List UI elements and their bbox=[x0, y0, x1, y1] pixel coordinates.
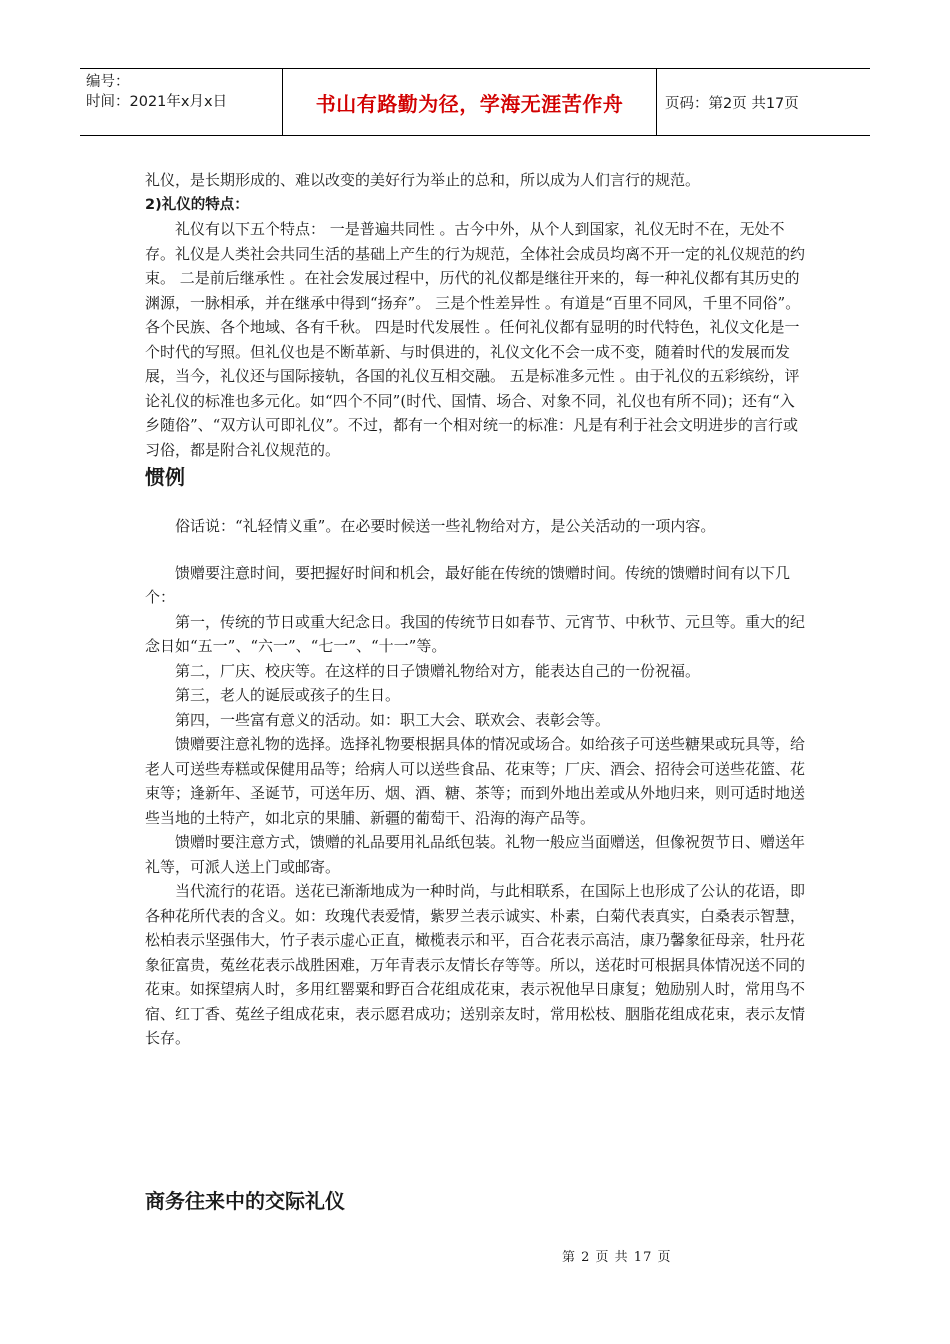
header-page-label: 页码：第2页 共17页 bbox=[665, 95, 799, 112]
paragraph: 第一，传统的节日或重大纪念日。我国的传统节日如春节、元宵节、中秋节、元旦等。重大的纪念日如“五一”、“六一”、“七一”、“十一”等。 bbox=[145, 612, 806, 655]
paragraph: 俗话说：“礼轻情义重”。在必要时候送一些礼物给对方，是公关活动的一项内容。 bbox=[175, 517, 716, 535]
paragraph: 第二，厂庆、校庆等。在这样的日子馈赠礼物给对方，能表达自己的一份祝福。 bbox=[175, 661, 701, 680]
paragraph: 当代流行的花语。送花已渐渐地成为一种时尚，与此相联系，在国际上也形成了公认的花语，即各种花所代表的含义。如：玫瑰代表爱情，紫罗兰表示诚实、朴素，白菊代表真实，白桑表示智慧，松柏表示坚强伟大，竹子表示虚心正直，橄榄表示和平，百合花表示高洁，康乃馨象征母亲，牡丹花象征富贵，菟丝花表示战胜困难，万年青表示友情长存等等。所以，送花时可根据具体情况送不同的花束。如探望病人时，多用红罂粟和野百合花组成花束，表示祝他早日康复；勉励别人时，常用鸟不宿、红丁香、菟丝子组成花束，表示愿君成功；送别亲友时，常用松枝、胭脂花组成花束，表示友情长存。 bbox=[145, 882, 806, 1047]
sub-heading: 2)礼仪的特点： bbox=[145, 196, 249, 213]
paragraph: 礼仪有以下五个特点： 一是普遍共同性 。古今中外，从个人到国家，礼仪无时不在，无处不存。礼仪是人类社会共同生活的基础上产生的行为规范，全体社会成员均离不开一定的礼仪规范的约束。 二是前后继承性 。在社会发展过程中，历代的礼仪都是继往开来的，每一种礼仪都有其历史的渊源，一脉相承，并在继承中得到“扬弃”。 三是个性差异性 。有道是“百里不同风，千里不同俗”。各个民族、各个地域、各有千秋。 四是时代发展性 。任何礼仪都有显明的时代特色，礼仪文化是一个时代的写照。但礼仪也是不断革新、与时俱进的，礼仪文化不会一成不变，随着时代的发展而发展，当今，礼仪还与国际接轨，各国的礼仪互相交融。 五是标准多元性 。由于礼仪的五彩缤纷，评论礼仪的标准也多元化。如“四个不同”(时代、国情、场合、对象不同，礼仪也有所不同)；还有“入乡随俗”、“双方认可即礼仪”。不过，都有一个相对统一的标准：凡是有利于社会文明进步的言行或习俗，都是附合礼仪规范的。 bbox=[145, 220, 806, 459]
page-footer: 第 2 页 共 17 页 bbox=[562, 1250, 672, 1265]
paragraph: 礼仪，是长期形成的、难以改变的美好行为举止的总和，所以成为人们言行的规范。 bbox=[145, 171, 701, 189]
document-body bbox=[145, 168, 809, 1051]
header-motto: 书山有路勤为径，学海无涯苦作舟 bbox=[283, 69, 657, 135]
paragraph: 馈赠时要注意方式，馈赠的礼品要用礼品纸包装。礼物一般应当面赠送，但像祝贺节日、赠送年礼等，可派人送上门或邮寄。 bbox=[145, 833, 806, 876]
header-number: 编号： bbox=[86, 74, 130, 90]
paragraph: 第三，老人的诞辰或孩子的生日。 bbox=[175, 686, 401, 704]
page-header bbox=[80, 68, 870, 136]
header-meta bbox=[80, 69, 283, 135]
paragraph: 第四，一些富有意义的活动。如：职工大会、联欢会、表彰会等。 bbox=[175, 710, 611, 729]
paragraph: 馈赠要注意时间，要把握好时间和机会，最好能在传统的馈赠时间。传统的馈赠时间有以下几个： bbox=[145, 563, 791, 606]
paragraph: 馈赠要注意礼物的选择。选择礼物要根据具体的情况或场合。如给孩子可送些糖果或玩具等，给老人可送些寿糕或保健用品等；给病人可以送些食品、花束等；厂庆、酒会、招待会可送些花篮、花束等；逢新年、圣诞节，可送年历、烟、酒、糖、茶等；而到外地出差或从外地归来，则可适时地送些当地的土特产，如北京的果脯、新疆的葡萄干、沿海的海产品等。 bbox=[145, 735, 806, 827]
section-heading-guanli: 惯例 bbox=[145, 465, 185, 489]
section-heading-shangwu: 商务往来中的交际礼仪 bbox=[145, 1189, 345, 1213]
header-time: 时间：2021年x月x日 bbox=[86, 94, 228, 110]
